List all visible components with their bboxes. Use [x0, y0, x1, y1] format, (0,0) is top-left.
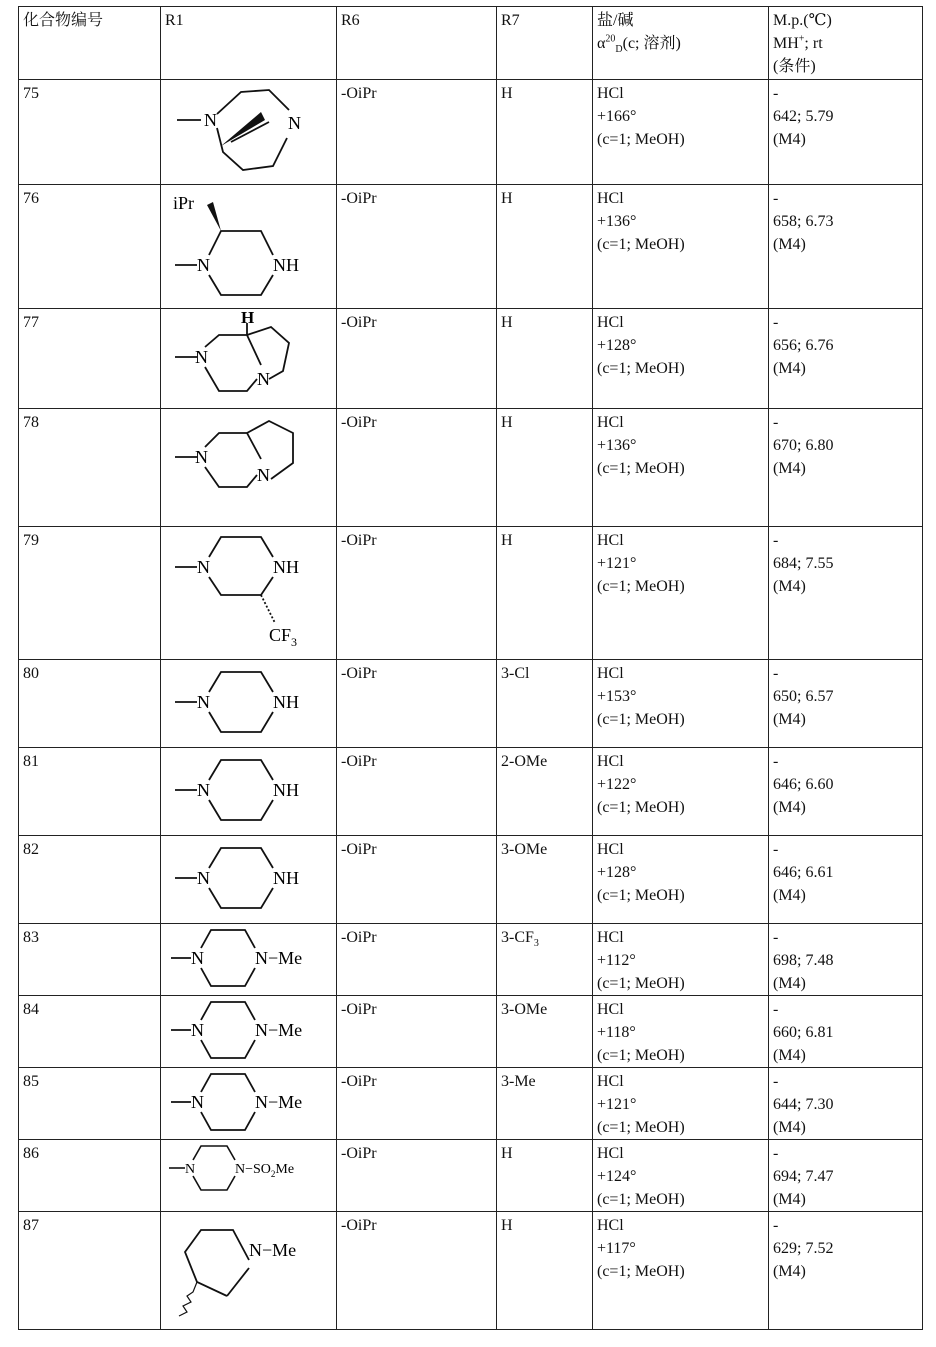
atom-label: N: [257, 369, 270, 389]
mp-mh-rt: - 644; 7.30 (M4): [769, 1068, 923, 1140]
header-compound-id: 化合物编号: [19, 7, 161, 80]
r7-value: 3-OMe: [497, 996, 593, 1068]
table-row: [19, 309, 923, 409]
atom-label: N: [197, 557, 210, 577]
pyridopyrazine-structure: [161, 409, 337, 525]
atom-label: N: [288, 113, 301, 133]
table-row: [19, 924, 923, 996]
mp-mh-rt: - 642; 5.79 (M4): [769, 80, 923, 185]
compound-id: 77: [19, 309, 161, 409]
r6-value: -OiPr: [337, 1068, 497, 1140]
r7-value: H: [497, 1212, 593, 1330]
r7-value: H: [497, 309, 593, 409]
compound-id: 78: [19, 409, 161, 527]
r1-structure: [161, 527, 337, 660]
salt-rotation: HCl +128° (c=1; MeOH): [593, 309, 769, 409]
atom-label: N−Me: [255, 1020, 303, 1040]
atom-label: NH: [273, 868, 299, 888]
header-salt-rotation: [593, 7, 769, 80]
salt-rotation: HCl +121° (c=1; MeOH): [593, 1068, 769, 1140]
salt-rotation: HCl +136° (c=1; MeOH): [593, 409, 769, 527]
compound-table: [18, 6, 923, 1330]
mp-mh-rt: - 650; 6.57 (M4): [769, 660, 923, 748]
r1-structure: [161, 1068, 337, 1140]
methylpiperidine-structure: [161, 1212, 337, 1328]
atom-label: N−Me: [255, 948, 303, 968]
atom-label: NH: [273, 557, 299, 577]
atom-label: N: [257, 465, 270, 485]
methylpiperazine-structure: [161, 1068, 337, 1138]
atom-label: iPr: [173, 193, 195, 213]
table-row: [19, 185, 923, 309]
r7-value: H: [497, 1140, 593, 1212]
r1-structure: [161, 1212, 337, 1330]
r6-value: -OiPr: [337, 409, 497, 527]
salt-rotation: HCl +166° (c=1; MeOH): [593, 80, 769, 185]
header-r7: R7: [497, 7, 593, 80]
pyrrolopyrazine-structure: [161, 309, 337, 407]
r1-structure: [161, 996, 337, 1068]
r6-value: -OiPr: [337, 185, 497, 309]
salt-rotation: HCl +117° (c=1; MeOH): [593, 1212, 769, 1330]
header-row: [19, 7, 923, 80]
atom-label: N: [197, 255, 210, 275]
mp-mh-rt: - 660; 6.81 (M4): [769, 996, 923, 1068]
r1-structure: [161, 660, 337, 748]
r1-structure: [161, 185, 337, 309]
r1-structure: [161, 409, 337, 527]
atom-label: N: [191, 1092, 204, 1112]
mp-mh-rt: - 684; 7.55 (M4): [769, 527, 923, 660]
r6-value: -OiPr: [337, 80, 497, 185]
header-rotation: $\alpha^{20}_D(c$; 溶剂): [597, 33, 681, 56]
mp-mh-rt: - 670; 6.80 (M4): [769, 409, 923, 527]
mp-mh-rt: - 656; 6.76 (M4): [769, 309, 923, 409]
table-row: [19, 80, 923, 185]
r1-structure: [161, 836, 337, 924]
r7-value: 2-OMe: [497, 748, 593, 836]
mp-mh-rt: - 646; 6.61 (M4): [769, 836, 923, 924]
compound-id: 83: [19, 924, 161, 996]
salt-rotation: HCl +122° (c=1; MeOH): [593, 748, 769, 836]
piperazine-structure: [161, 660, 337, 746]
table-row: [19, 409, 923, 527]
r6-value: -OiPr: [337, 527, 497, 660]
table-row: [19, 527, 923, 660]
piperazine-structure: [161, 836, 337, 922]
mp-mh-rt: - 698; 7.48 (M4): [769, 924, 923, 996]
isopropyl-piperazine-structure: [161, 185, 337, 307]
compound-id: 81: [19, 748, 161, 836]
r1-structure: [161, 1140, 337, 1212]
r6-value: -OiPr: [337, 836, 497, 924]
mp-mh-rt: - 658; 6.73 (M4): [769, 185, 923, 309]
table-row: [19, 660, 923, 748]
trifluoromethyl-piperazine-structure: [161, 527, 337, 658]
r7-value: 3-Cl: [497, 660, 593, 748]
methylsulfonyl-piperazine-structure: [161, 1140, 337, 1210]
table-row: [19, 748, 923, 836]
atom-label: N: [191, 1020, 204, 1040]
r6-value: -OiPr: [337, 1140, 497, 1212]
methylpiperazine-structure: [161, 924, 337, 994]
atom-label: N: [197, 692, 210, 712]
salt-rotation: HCl +128° (c=1; MeOH): [593, 836, 769, 924]
r6-value: -OiPr: [337, 996, 497, 1068]
atom-label: N−Me: [249, 1240, 297, 1260]
header-r1: R1: [161, 7, 337, 80]
r1-structure: [161, 748, 337, 836]
r6-value: -OiPr: [337, 660, 497, 748]
salt-rotation: HCl +124° (c=1; MeOH): [593, 1140, 769, 1212]
table-row: [19, 996, 923, 1068]
r7-value: 3-Me: [497, 1068, 593, 1140]
atom-label: N: [185, 1162, 196, 1177]
compound-id: 85: [19, 1068, 161, 1140]
methylpiperazine-structure: [161, 996, 337, 1066]
header-mp: M.p.(℃) MH+; rt (条件): [769, 7, 923, 80]
atom-label: $CF_3$: [269, 625, 298, 649]
r7-value: H: [497, 185, 593, 309]
table-row: [19, 1140, 923, 1212]
atom-label: N−Me: [255, 1092, 303, 1112]
mp-mh-rt: - 646; 6.60 (M4): [769, 748, 923, 836]
bicyclic-diamine-structure: [161, 80, 337, 183]
table-row: [19, 1068, 923, 1140]
r7-value: 3-OMe: [497, 836, 593, 924]
table-row: [19, 1212, 923, 1330]
header-salt: 盐/碱: [597, 12, 634, 29]
compound-id: 84: [19, 996, 161, 1068]
atom-label: $N-SO_2Me$: [235, 1162, 295, 1179]
atom-label: H: [241, 309, 255, 327]
r7-value: H: [497, 409, 593, 527]
atom-label: NH: [273, 255, 299, 275]
atom-label: N: [197, 780, 210, 800]
salt-rotation: HCl +112° (c=1; MeOH): [593, 924, 769, 996]
compound-id: 79: [19, 527, 161, 660]
salt-rotation: HCl +118° (c=1; MeOH): [593, 996, 769, 1068]
compound-id: 75: [19, 80, 161, 185]
r7-value: $3-CF_3$: [497, 924, 593, 996]
r1-structure: [161, 309, 337, 409]
r1-structure: [161, 80, 337, 185]
atom-label: NH: [273, 692, 299, 712]
r6-value: -OiPr: [337, 309, 497, 409]
atom-label: N: [204, 110, 217, 130]
header-r6: R6: [337, 7, 497, 80]
r6-value: -OiPr: [337, 1212, 497, 1330]
salt-rotation: HCl +121° (c=1; MeOH): [593, 527, 769, 660]
mp-mh-rt: - 629; 7.52 (M4): [769, 1212, 923, 1330]
atom-label: N: [195, 347, 208, 367]
mp-mh-rt: - 694; 7.47 (M4): [769, 1140, 923, 1212]
atom-label: N: [197, 868, 210, 888]
r6-value: -OiPr: [337, 748, 497, 836]
r1-structure: [161, 924, 337, 996]
r7-value: H: [497, 527, 593, 660]
salt-rotation: HCl +153° (c=1; MeOH): [593, 660, 769, 748]
compound-id: 82: [19, 836, 161, 924]
atom-label: N: [191, 948, 204, 968]
compound-id: 86: [19, 1140, 161, 1212]
compound-id: 76: [19, 185, 161, 309]
compound-id: 80: [19, 660, 161, 748]
compound-id: 87: [19, 1212, 161, 1330]
r7-value: H: [497, 80, 593, 185]
r6-value: -OiPr: [337, 924, 497, 996]
table-row: [19, 836, 923, 924]
piperazine-structure: [161, 748, 337, 834]
atom-label: NH: [273, 780, 299, 800]
salt-rotation: HCl +136° (c=1; MeOH): [593, 185, 769, 309]
atom-label: N: [195, 447, 208, 467]
